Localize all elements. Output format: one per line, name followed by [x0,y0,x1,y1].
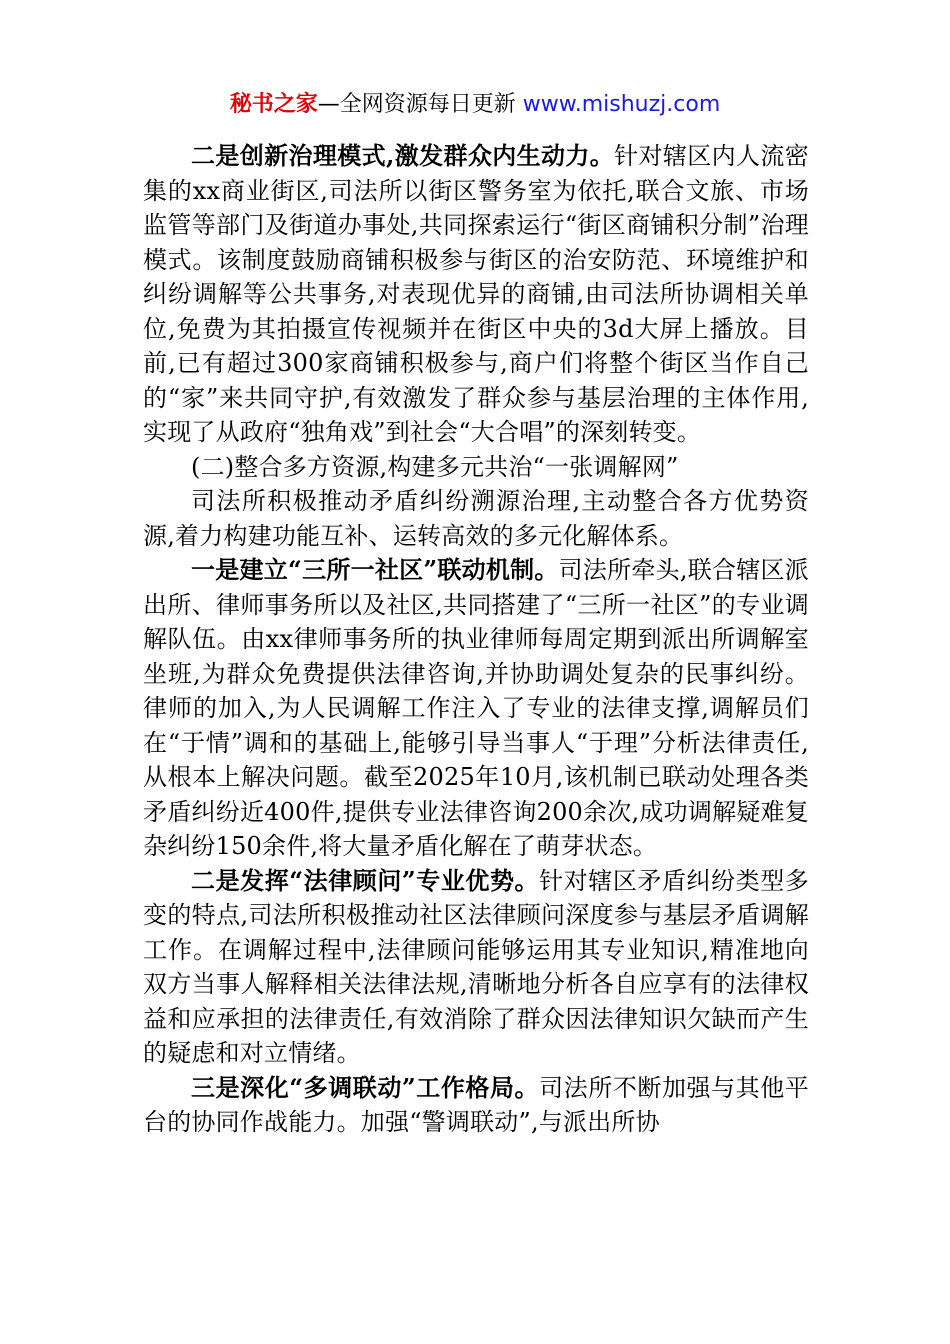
paragraph-text: 司法所积极推动矛盾纠纷溯源治理,主动整合各方优势资源,着力构建功能互补、运转高效的多元化解体系。 [143,487,809,550]
site-brand: 秘书之家 [229,92,318,117]
site-header [0,90,950,120]
paragraph-text: 司法所不断加强与其他平台的协同作战能力。加强“警调联动”,与派出所协 [143,1073,809,1136]
paragraph-lead: 三是深化“多调联动”工作格局。 [191,1072,540,1102]
paragraph-text: 针对辖区矛盾纠纷类型多变的特点,司法所积极推动社区法律顾问深度参与基层矛盾调解工作。在调解过程中,法律顾问能够运用其专业知识,精准地向双方当事人解释相关法律法规,清晰地分析各自应享有的法律权益和应承担的法律责任,有效消除了群众因法律知识欠缺而产生的疑虑和对立情绪。 [143,866,809,1067]
paragraph-text: 司法所牵头,联合辖区派出所、律师事务所以及社区,共同搭建了“三所一社区”的专业调解队伍。由xx律师事务所的执业律师每周定期到派出所调解室坐班,为群众免费提供法律咨询,并协助调处复杂的民事纠纷。律师的加入,为人民调解工作注入了专业的法律支撑,调解员们在“于情”调和的基础上,能够引导当事人“于理”分析法律责任,从根本上解决问题。截至2025年10月,该机制已联动处理各类矛盾纠纷近400件,提供专业法律咨询200余次,成功调解疑难复杂纠纷150余件,将大量矛盾化解在了萌芽状态。 [143,556,810,860]
paragraph-multi-mediation [143,1071,809,1140]
paragraph-text: 针对辖区内人流密集的xx商业街区,司法所以街区警务室为依托,联合文旅、市场监管等部门及街道办事处,共同探索运行“街区商铺积分制”治理模式。该制度鼓励商铺积极参与街区的治安防范、环境维护和纠纷调解等公共事务,对表现优异的商铺,由司法所协调相关单位,免费为其拍摄宣传视频并在街区中央的3d大屏上播放。目前,已有超过300家商铺积极参与,商户们将整个街区当作自己的“家”来共同守护,有效激发了群众参与基层治理的主体作用,实现了从政府“独角戏”到社会“大合唱”的深刻转变。 [143,142,809,446]
paragraph-linkage-mechanism [143,553,809,864]
paragraph-lead: 一是建立“三所一社区”联动机制。 [191,555,559,584]
paragraph-lead: 二是发挥“法律顾问”专业优势。 [191,865,540,895]
paragraph-text: (二)整合多方资源,构建多元共治“一张调解网” [191,452,679,481]
paragraph-legal-advisor [143,864,809,1071]
document-body [143,139,809,1140]
paragraph-lead: 二是创新治理模式,激发群众内生动力。 [191,141,615,170]
site-url-link[interactable]: www.mishuzj.com [522,92,721,117]
site-tagline: —全网资源每日更新 [317,92,523,117]
paragraph-innovate-governance [143,139,809,450]
paragraph-integrate-resources [143,484,809,553]
section-heading-mediation-network [143,450,809,485]
